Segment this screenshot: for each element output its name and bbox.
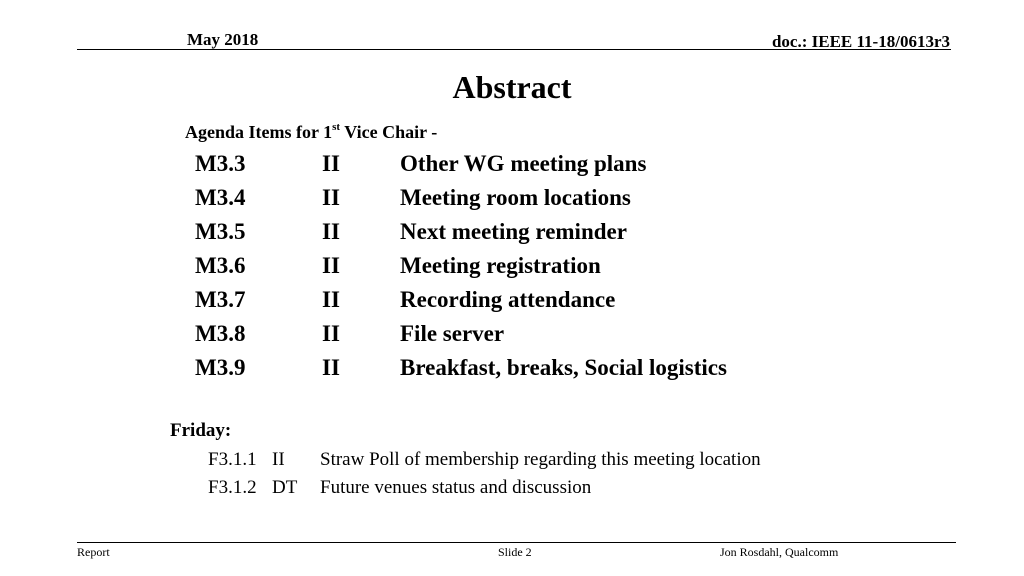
friday-item <box>208 449 908 477</box>
agenda-item-code: M3.9 <box>195 355 246 380</box>
agenda-item <box>195 185 895 219</box>
agenda-heading-suffix: Vice Chair - <box>340 122 438 142</box>
friday-item-description: Future venues status and discussion <box>320 477 592 498</box>
agenda-heading <box>185 122 437 143</box>
header-doc-id: doc.: IEEE 11-18/0613r3 <box>771 32 950 51</box>
agenda-heading-text: Agenda Items for 1 <box>185 122 333 142</box>
agenda-item-level: II <box>322 321 340 346</box>
agenda-item <box>195 253 895 287</box>
agenda-item <box>195 287 895 321</box>
footer-divider <box>77 542 956 543</box>
friday-item-level: DT <box>272 477 298 498</box>
agenda-item-code: M3.4 <box>195 185 246 210</box>
agenda-item-description: Breakfast, breaks, Social logistics <box>400 355 727 380</box>
agenda-item-level: II <box>322 253 340 278</box>
friday-item-level: II <box>272 449 285 470</box>
agenda-item-description: Other WG meeting plans <box>400 151 647 176</box>
friday-item-description: Straw Poll of membership regarding this meeting location <box>320 449 761 470</box>
header-date: May 2018 <box>187 30 259 49</box>
header-divider <box>77 49 951 50</box>
agenda-item-level: II <box>322 185 340 210</box>
agenda-item-description: Next meeting reminder <box>400 219 627 244</box>
agenda-item <box>195 321 895 355</box>
agenda-heading-superscript: st <box>332 121 341 133</box>
agenda-item-code: M3.5 <box>195 219 246 244</box>
agenda-item-description: Meeting registration <box>400 253 601 278</box>
friday-item <box>208 477 908 505</box>
friday-item-code: F3.1.1 <box>208 449 257 470</box>
friday-item-code: F3.1.2 <box>208 477 257 498</box>
slide-title: Abstract <box>452 69 572 105</box>
agenda-item <box>195 355 895 389</box>
agenda-item-code: M3.8 <box>195 321 246 346</box>
agenda-item-level: II <box>322 151 340 176</box>
agenda-item-level: II <box>322 219 340 244</box>
agenda-item-level: II <box>322 355 340 380</box>
agenda-item-description: Meeting room locations <box>400 185 631 210</box>
agenda-item-code: M3.6 <box>195 253 246 278</box>
agenda-item-level: II <box>322 287 340 312</box>
footer-slide-number: Slide 2 <box>498 545 532 559</box>
agenda-item-code: M3.3 <box>195 151 246 176</box>
agenda-item-description: Recording attendance <box>400 287 616 312</box>
agenda-item-code: M3.7 <box>195 287 246 312</box>
footer-report-label: Report <box>77 545 110 559</box>
friday-heading: Friday: <box>170 420 232 441</box>
footer-author: Jon Rosdahl, Qualcomm <box>720 545 839 559</box>
agenda-item <box>195 219 895 253</box>
agenda-item-description: File server <box>400 321 505 346</box>
agenda-item <box>195 151 895 185</box>
